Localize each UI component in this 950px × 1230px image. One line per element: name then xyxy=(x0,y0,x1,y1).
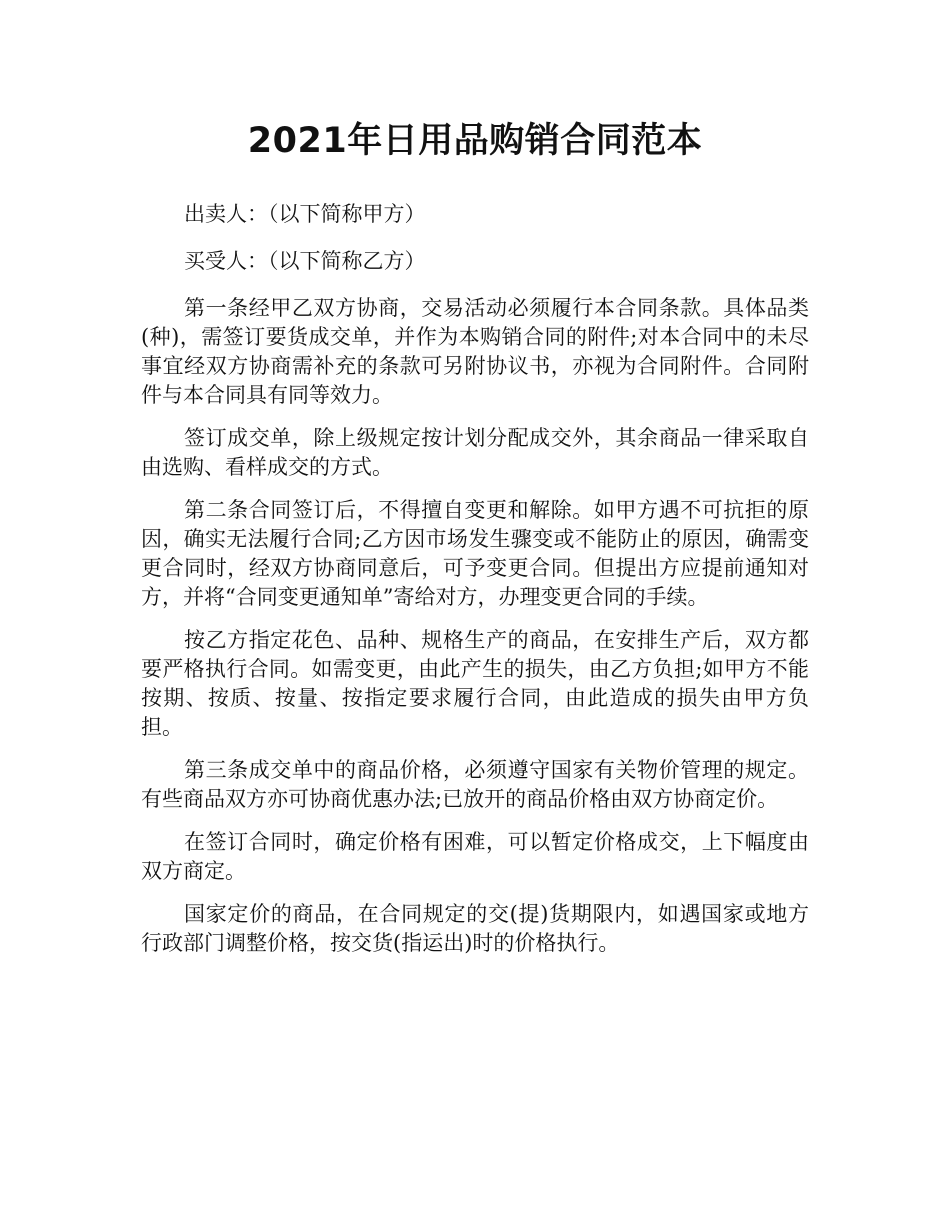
document-title: 2021年日用品购销合同范本 xyxy=(247,121,703,161)
order-form-paragraph: 签订成交单，除上级规定按计划分配成交外，其余商品一律采取自由选购、看样成交的方式。 xyxy=(141,426,809,479)
article-3-paragraph: 第三条成交单中的商品价格，必须遵守国家有关物价管理的规定。有些商品双方亦可协商优惠办法;已放开的商品价格由双方协商定价。 xyxy=(141,758,809,811)
article-2-paragraph: 第二条合同签订后，不得擅自变更和解除。如甲方遇不可抗拒的原因，确实无法履行合同;乙方因市场发生骤变或不能防止的原因，确需变更合同时，经双方协商同意后，可予变更合同。但提出方应提前通知对方，并将“合同变更通知单”寄给对方，办理变更合同的手续。 xyxy=(141,498,809,609)
seller-line: 出卖人：（以下简称甲方） xyxy=(184,202,426,226)
buyer-line: 买受人：（以下简称乙方） xyxy=(184,249,426,273)
custom-production-paragraph: 按乙方指定花色、品种、规格生产的商品，在安排生产后，双方都要严格执行合同。如需变更，由此产生的损失，由乙方负担;如甲方不能按期、按质、按量、按指定要求履行合同，由此造成的损失由甲方负担。 xyxy=(141,628,809,739)
state-price-paragraph: 国家定价的商品，在合同规定的交(提)货期限内，如遇国家或地方行政部门调整价格，按交货(指运出)时的价格执行。 xyxy=(141,902,809,955)
document-body xyxy=(141,200,809,972)
article-1-paragraph: 第一条经甲乙双方协商，交易活动必须履行本合同条款。具体品类(种)，需签订要货成交单，并作为本购销合同的附件;对本合同中的未尽事宜经双方协商需补充的条款可另附协议书，亦视为合同附件。合同附件与本合同具有同等效力。 xyxy=(141,296,809,407)
provisional-price-paragraph: 在签订合同时，确定价格有困难，可以暂定价格成交，上下幅度由双方商定。 xyxy=(141,830,809,883)
